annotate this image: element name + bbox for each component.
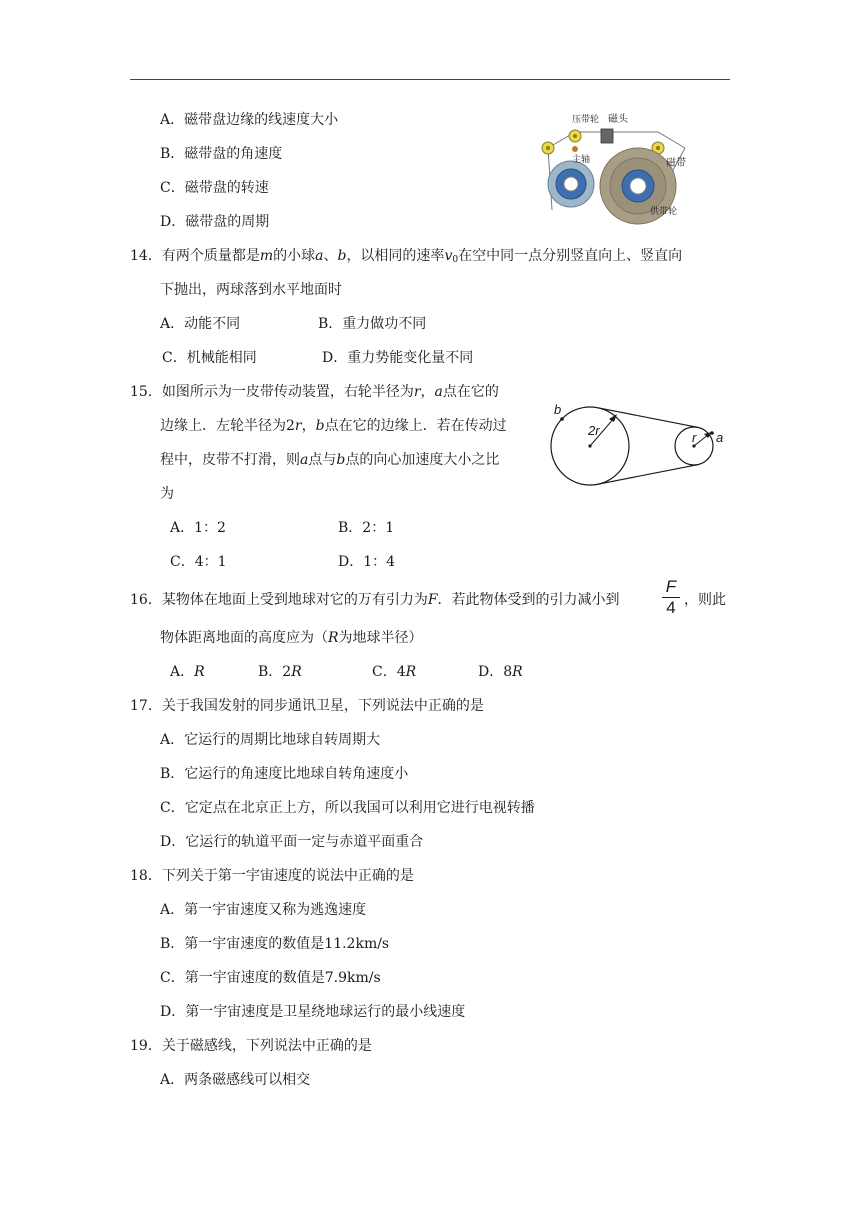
q13-option-b: B．磁带盘的角速度: [160, 146, 283, 162]
q15-option-d: D．1：4: [338, 554, 396, 570]
q15-stem-line-4: 为: [160, 486, 174, 502]
q19-stem: 19．关于磁感线，下列说法中正确的是: [130, 1038, 372, 1054]
label-head: 磁头: [608, 114, 628, 125]
q15-option-c: C．4：1: [170, 554, 227, 570]
label-a: a: [716, 430, 724, 445]
q16-option-c: C．4R: [372, 664, 417, 680]
q14-option-d: D．重力势能变化量不同: [322, 350, 474, 366]
q17-option-d: D．它运行的轨道平面一定与赤道平面重合: [160, 834, 424, 850]
q16-option-d: D．8R: [478, 664, 523, 680]
label-2r: 2r: [588, 423, 600, 438]
q14-option-a: A．动能不同: [160, 316, 241, 332]
header-rule: [130, 79, 730, 80]
q19-option-a: A．两条磁感线可以相交: [160, 1072, 311, 1088]
label-r: r: [692, 430, 697, 445]
fraction-f-over-4: F 4: [662, 578, 680, 617]
q17-option-a: A．它运行的周期比地球自转周期大: [160, 732, 381, 748]
q13-option-d: D．磁带盘的周期: [160, 214, 270, 230]
q15-stem-line-2: 边缘上．左轮半径为2r，b点在它的边缘上．若在传动过: [160, 418, 507, 434]
q18-option-a: A．第一宇宙速度又称为逃逸速度: [160, 902, 367, 918]
q16-stem-line-1: 16．某物体在地面上受到地球对它的万有引力为F．若此物体受到的引力减小到: [130, 592, 620, 608]
q17-option-b: B．它运行的角速度比地球自转角速度小: [160, 766, 409, 782]
tape-recorder-figure: [538, 106, 718, 230]
q15-option-b: B．2：1: [338, 520, 395, 536]
q13-option-a: A．磁带盘边缘的线速度大小: [160, 112, 339, 128]
q16-stem-line-2: 物体距离地面的高度应为（R为地球半径）: [160, 630, 423, 646]
label-supply-reel: 供带轮: [650, 206, 678, 216]
q15-stem-line-1: 15．如图所示为一皮带传动装置，右轮半径为r，a点在它的: [130, 384, 499, 400]
label-spindle: 主轴: [572, 154, 591, 164]
q13-option-c: C．磁带盘的转速: [160, 180, 269, 196]
q18-option-d: D．第一宇宙速度是卫星绕地球运行的最小线速度: [160, 1004, 466, 1020]
label-tape: 磁带: [666, 158, 686, 169]
q18-stem: 18．下列关于第一宇宙速度的说法中正确的是: [130, 868, 414, 884]
q16-option-a: A．R: [170, 664, 205, 680]
q17-stem: 17．关于我国发射的同步通讯卫星，下列说法中正确的是: [130, 698, 484, 714]
q18-option-c: C．第一宇宙速度的数值是7.9km/s: [160, 970, 381, 986]
q14-option-c: C．机械能相同: [162, 350, 257, 366]
q15-stem-line-3: 程中，皮带不打滑，则a点与b点的向心加速度大小之比: [160, 452, 500, 468]
q15-option-a: A．1：2: [170, 520, 226, 536]
q16-option-b: B．2R: [258, 664, 302, 680]
q14-stem-line-2: 下抛出，两球落到水平地面时: [160, 282, 342, 298]
q18-option-b: B．第一宇宙速度的数值是11.2km/s: [160, 936, 390, 952]
q16-stem-line-1-end: ，则此: [684, 592, 726, 608]
q14-stem-line-1: 14．有两个质量都是m的小球a、b，以相同的速率$v_0$在空中同一点分别竖直向上、竖直向: [130, 248, 683, 265]
q17-option-c: C．它定点在北京正上方，所以我国可以利用它进行电视转播: [160, 800, 535, 816]
q14-option-b: B．重力做功不同: [318, 316, 427, 332]
label-pressure-wheel: 压带轮: [572, 114, 600, 124]
label-b: b: [554, 402, 562, 417]
belt-drive-figure: [548, 400, 730, 490]
